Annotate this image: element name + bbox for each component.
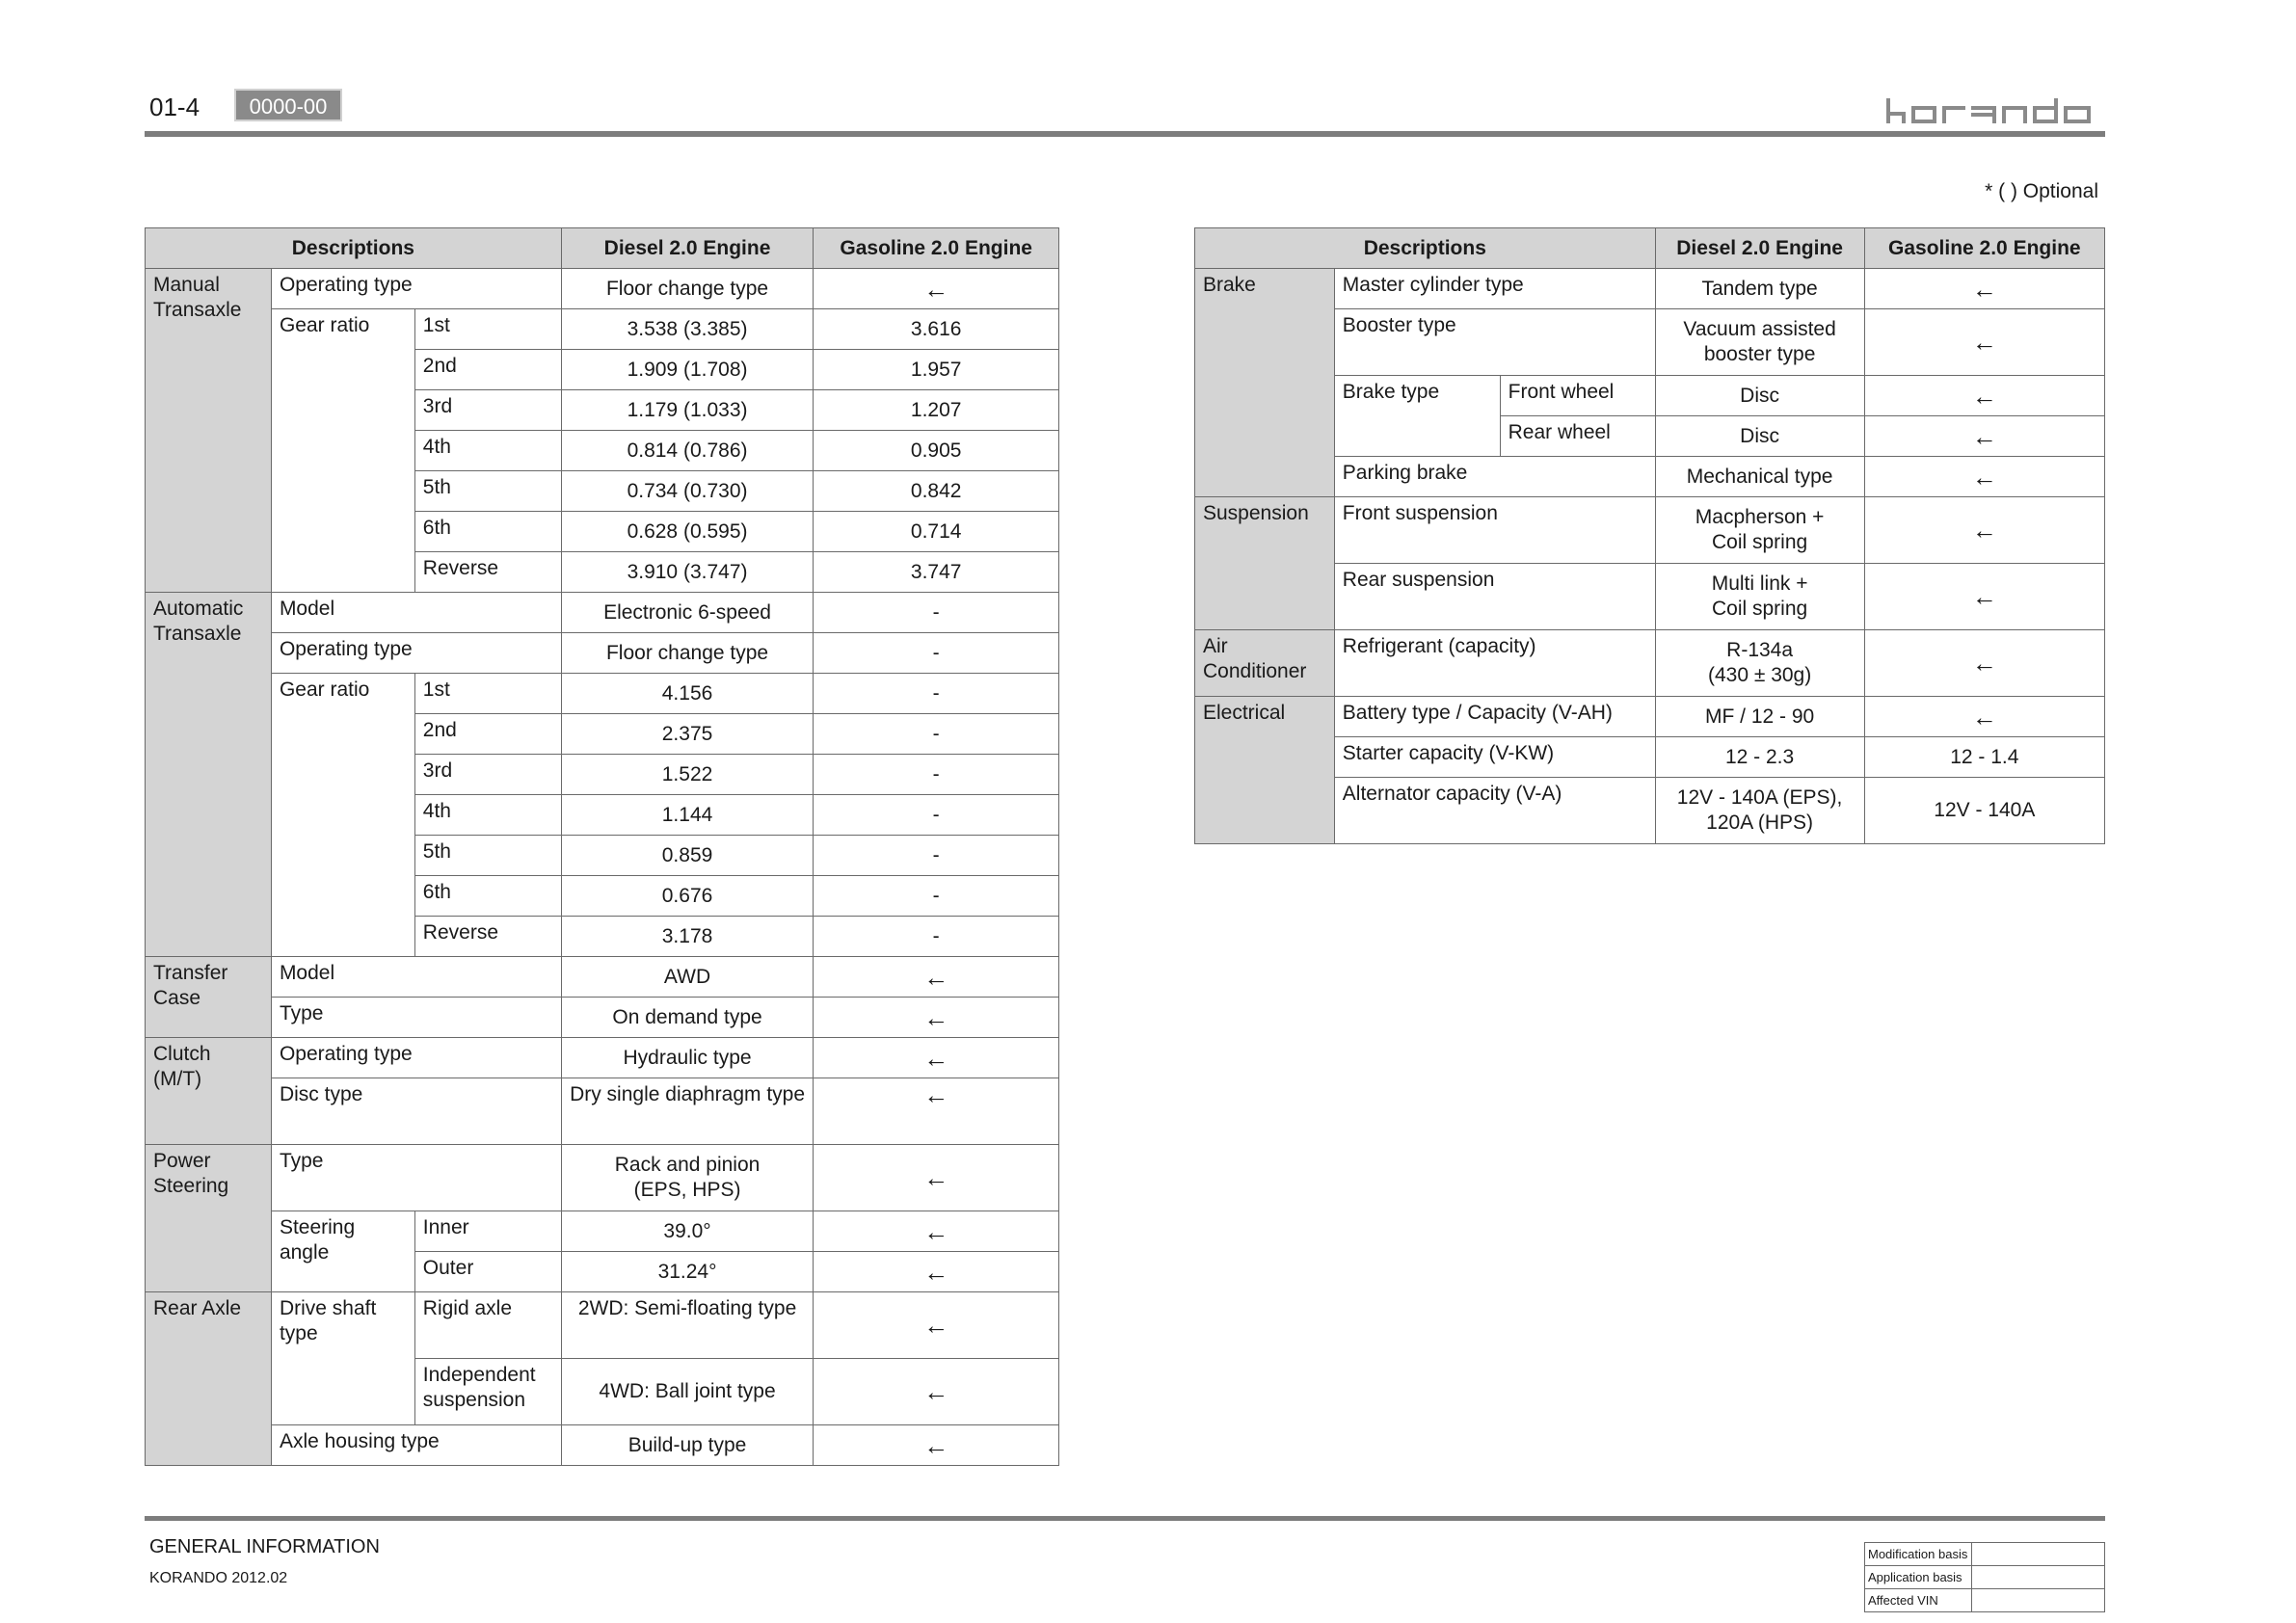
row-label: Parking brake [1334, 457, 1655, 497]
gasoline-value: ← [814, 1252, 1059, 1292]
diesel-value [1655, 630, 1864, 697]
footer-rule [145, 1516, 2105, 1521]
category-air-conditioner: Air Conditioner [1195, 630, 1335, 697]
diesel-value: 3.538 (3.385) [561, 309, 814, 350]
diesel-value-line: R-134a [1726, 639, 1794, 661]
diesel-value [1655, 309, 1864, 376]
header-diesel: Diesel 2.0 Engine [561, 228, 814, 269]
diesel-value: 0.859 [561, 836, 814, 876]
gasoline-value: 12 - 1.4 [1864, 737, 2104, 778]
diesel-value: 1.909 (1.708) [561, 350, 814, 390]
gasoline-value: ← [1864, 416, 2104, 457]
gasoline-value: - [814, 593, 1059, 633]
diesel-value: 31.24° [561, 1252, 814, 1292]
gasoline-value: ← [1864, 457, 2104, 497]
gasoline-value: 0.905 [814, 431, 1059, 471]
gear-ratio-label: Gear ratio [271, 674, 414, 957]
diesel-value [1655, 497, 1864, 564]
category-power-steering: Power Steering [146, 1145, 272, 1292]
gear-label: 3rd [414, 390, 561, 431]
gasoline-value: 3.747 [814, 552, 1059, 593]
category-electrical: Electrical [1195, 697, 1335, 844]
row-label: Inner [414, 1211, 561, 1252]
row-label: Outer [414, 1252, 561, 1292]
row-label: Rear wheel [1500, 416, 1655, 457]
row-label: Type [271, 998, 561, 1038]
table-row [1195, 269, 2105, 309]
affected-vin-value [1972, 1589, 2105, 1612]
gasoline-value: ← [814, 1078, 1059, 1145]
modification-basis-label: Modification basis [1865, 1543, 1972, 1566]
table-row [146, 1425, 1059, 1466]
korando-logo [1884, 94, 2098, 125]
diesel-value: 39.0° [561, 1211, 814, 1252]
diesel-value: 0.734 (0.730) [561, 471, 814, 512]
gear-label: 6th [414, 876, 561, 917]
row-label: Alternator capacity (V-A) [1334, 778, 1655, 844]
gasoline-value: ← [1864, 564, 2104, 630]
diesel-value: 4.156 [561, 674, 814, 714]
gear-label: Reverse [414, 552, 561, 593]
header-gasoline: Gasoline 2.0 Engine [1864, 228, 2104, 269]
gasoline-value: ← [1864, 269, 2104, 309]
gear-label: 5th [414, 836, 561, 876]
gasoline-value: 1.207 [814, 390, 1059, 431]
gasoline-value: ← [814, 269, 1059, 309]
table-row [1195, 497, 2105, 564]
diesel-value: Electronic 6-speed [561, 593, 814, 633]
row-label-line: Independent [422, 1364, 536, 1386]
row-label [414, 1359, 561, 1425]
diesel-value: 1.179 (1.033) [561, 390, 814, 431]
gasoline-value: 3.616 [814, 309, 1059, 350]
row-label: Rigid axle [414, 1292, 561, 1359]
gasoline-value: - [814, 876, 1059, 917]
diesel-value: 3.178 [561, 917, 814, 957]
diesel-value: 12 - 2.3 [1655, 737, 1864, 778]
diesel-value-line: Multi link + [1711, 572, 1808, 595]
code-badge: 0000-00 [234, 89, 342, 121]
diesel-value-line: 120A (HPS) [1706, 812, 1814, 834]
row-label: Rear suspension [1334, 564, 1655, 630]
row-label: Refrigerant (capacity) [1334, 630, 1655, 697]
table-row [146, 633, 1059, 674]
gear-label: 2nd [414, 714, 561, 755]
footer-section-title: GENERAL INFORMATION [149, 1536, 380, 1557]
gasoline-value: ← [814, 1425, 1059, 1466]
row-label: Model [271, 957, 561, 998]
diesel-value-line: Macpherson + [1695, 506, 1825, 528]
gear-ratio-label: Gear ratio [271, 309, 414, 593]
row-label: Model [271, 593, 561, 633]
row-label: Operating type [271, 1038, 561, 1078]
category-clutch: Clutch (M/T) [146, 1038, 272, 1145]
diesel-value-line: Coil spring [1711, 598, 1808, 620]
gasoline-value: 0.842 [814, 471, 1059, 512]
gasoline-value: - [814, 755, 1059, 795]
diesel-value: AWD [561, 957, 814, 998]
row-label: Operating type [271, 633, 561, 674]
diesel-value: Hydraulic type [561, 1038, 814, 1078]
diesel-value: Disc [1655, 416, 1864, 457]
diesel-value: MF / 12 - 90 [1655, 697, 1864, 737]
gasoline-value: - [814, 836, 1059, 876]
table-row [146, 1211, 1059, 1252]
gear-label: 6th [414, 512, 561, 552]
diesel-value: Floor change type [561, 633, 814, 674]
diesel-value: 3.910 (3.747) [561, 552, 814, 593]
diesel-value: Floor change type [561, 269, 814, 309]
row-label: Disc type [271, 1078, 561, 1145]
diesel-value: Mechanical type [1655, 457, 1864, 497]
drive-shaft-label: Drive shaft type [271, 1292, 414, 1425]
table-row [146, 593, 1059, 633]
diesel-value: 2WD: Semi-floating type [561, 1292, 814, 1359]
optional-note: * ( ) Optional [1985, 180, 2098, 202]
gasoline-value: ← [814, 1359, 1059, 1425]
footer-model: KORANDO 2012.02 [149, 1570, 288, 1586]
drivetrain-spec-table [145, 227, 1059, 1466]
diesel-value: 0.628 (0.595) [561, 512, 814, 552]
header-rule [145, 131, 2105, 137]
gasoline-value: 0.714 [814, 512, 1059, 552]
diesel-value [1655, 778, 1864, 844]
row-label: Battery type / Capacity (V-AH) [1334, 697, 1655, 737]
diesel-value: 0.814 (0.786) [561, 431, 814, 471]
diesel-value-line: Coil spring [1711, 531, 1808, 553]
gear-label: 1st [414, 674, 561, 714]
diesel-value: 1.522 [561, 755, 814, 795]
row-label-line: suspension [422, 1389, 526, 1411]
diesel-value-line: booster type [1703, 343, 1816, 365]
table-row [146, 309, 1059, 350]
diesel-value: Dry single diaphragm type [561, 1078, 814, 1145]
diesel-value: 2.375 [561, 714, 814, 755]
diesel-value [561, 1145, 814, 1211]
gear-label: 3rd [414, 755, 561, 795]
gear-label: Reverse [414, 917, 561, 957]
steering-angle-label: Steering angle [271, 1211, 414, 1292]
gasoline-value: ← [814, 1038, 1059, 1078]
application-basis-label: Application basis [1865, 1566, 1972, 1589]
page-number: 01-4 [149, 93, 200, 121]
diesel-value: Build-up type [561, 1425, 814, 1466]
table-row [146, 1078, 1059, 1145]
gasoline-value: - [814, 633, 1059, 674]
diesel-value: 4WD: Ball joint type [561, 1359, 814, 1425]
table-row [146, 1292, 1059, 1359]
diesel-value-line: Rack and pinion [614, 1154, 761, 1176]
table-row [146, 1145, 1059, 1211]
diesel-value-line: Vacuum assisted [1683, 318, 1836, 340]
gasoline-value: ← [814, 998, 1059, 1038]
row-label: Type [271, 1145, 561, 1211]
diesel-value: Disc [1655, 376, 1864, 416]
modification-basis-value [1972, 1543, 2105, 1566]
diesel-value-line: (EPS, HPS) [633, 1179, 741, 1201]
row-label: Axle housing type [271, 1425, 561, 1466]
brake-type-label: Brake type [1334, 376, 1500, 457]
gasoline-value: 12V - 140A [1864, 778, 2104, 844]
gear-label: 2nd [414, 350, 561, 390]
diesel-value-line: (430 ± 30g) [1707, 664, 1812, 686]
row-label: Front suspension [1334, 497, 1655, 564]
diesel-value: 0.676 [561, 876, 814, 917]
header-diesel: Diesel 2.0 Engine [1655, 228, 1864, 269]
category-suspension: Suspension [1195, 497, 1335, 630]
gasoline-value: ← [1864, 309, 2104, 376]
application-basis-value [1972, 1566, 2105, 1589]
category-transfer-case: Transfer Case [146, 957, 272, 1038]
table-row [146, 674, 1059, 714]
row-label: Operating type [271, 269, 561, 309]
gasoline-value: - [814, 674, 1059, 714]
gear-label: 4th [414, 431, 561, 471]
row-label: Booster type [1334, 309, 1655, 376]
gasoline-value: - [814, 917, 1059, 957]
diesel-value: 1.144 [561, 795, 814, 836]
gasoline-value: - [814, 714, 1059, 755]
gasoline-value: ← [814, 957, 1059, 998]
diesel-value [1655, 564, 1864, 630]
table-row [146, 998, 1059, 1038]
category-automatic-transaxle: Automatic Transaxle [146, 593, 272, 957]
gear-label: 5th [414, 471, 561, 512]
chassis-spec-table [1194, 227, 2105, 844]
table-row [146, 269, 1059, 309]
table-row [146, 1038, 1059, 1078]
row-label: Front wheel [1500, 376, 1655, 416]
diesel-value-line: 12V - 140A (EPS), [1676, 786, 1843, 809]
row-label: Starter capacity (V-KW) [1334, 737, 1655, 778]
header-gasoline: Gasoline 2.0 Engine [814, 228, 1059, 269]
header-descriptions: Descriptions [146, 228, 562, 269]
gasoline-value: ← [1864, 630, 2104, 697]
header-descriptions: Descriptions [1195, 228, 1656, 269]
affected-vin-label: Affected VIN [1865, 1589, 1972, 1612]
revision-basis-table [1864, 1542, 2105, 1612]
row-label: Master cylinder type [1334, 269, 1655, 309]
category-rear-axle: Rear Axle [146, 1292, 272, 1466]
category-manual-transaxle: Manual Transaxle [146, 269, 272, 593]
gasoline-value: - [814, 795, 1059, 836]
gasoline-value: ← [814, 1292, 1059, 1359]
gasoline-value: ← [1864, 376, 2104, 416]
gasoline-value: ← [1864, 697, 2104, 737]
diesel-value: Tandem type [1655, 269, 1864, 309]
table-row [1195, 630, 2105, 697]
gasoline-value: ← [814, 1211, 1059, 1252]
gasoline-value: 1.957 [814, 350, 1059, 390]
diesel-value: On demand type [561, 998, 814, 1038]
table-row [146, 957, 1059, 998]
table-row [1195, 697, 2105, 737]
gasoline-value: ← [1864, 497, 2104, 564]
gasoline-value: ← [814, 1145, 1059, 1211]
gear-label: 1st [414, 309, 561, 350]
category-brake: Brake [1195, 269, 1335, 497]
gear-label: 4th [414, 795, 561, 836]
